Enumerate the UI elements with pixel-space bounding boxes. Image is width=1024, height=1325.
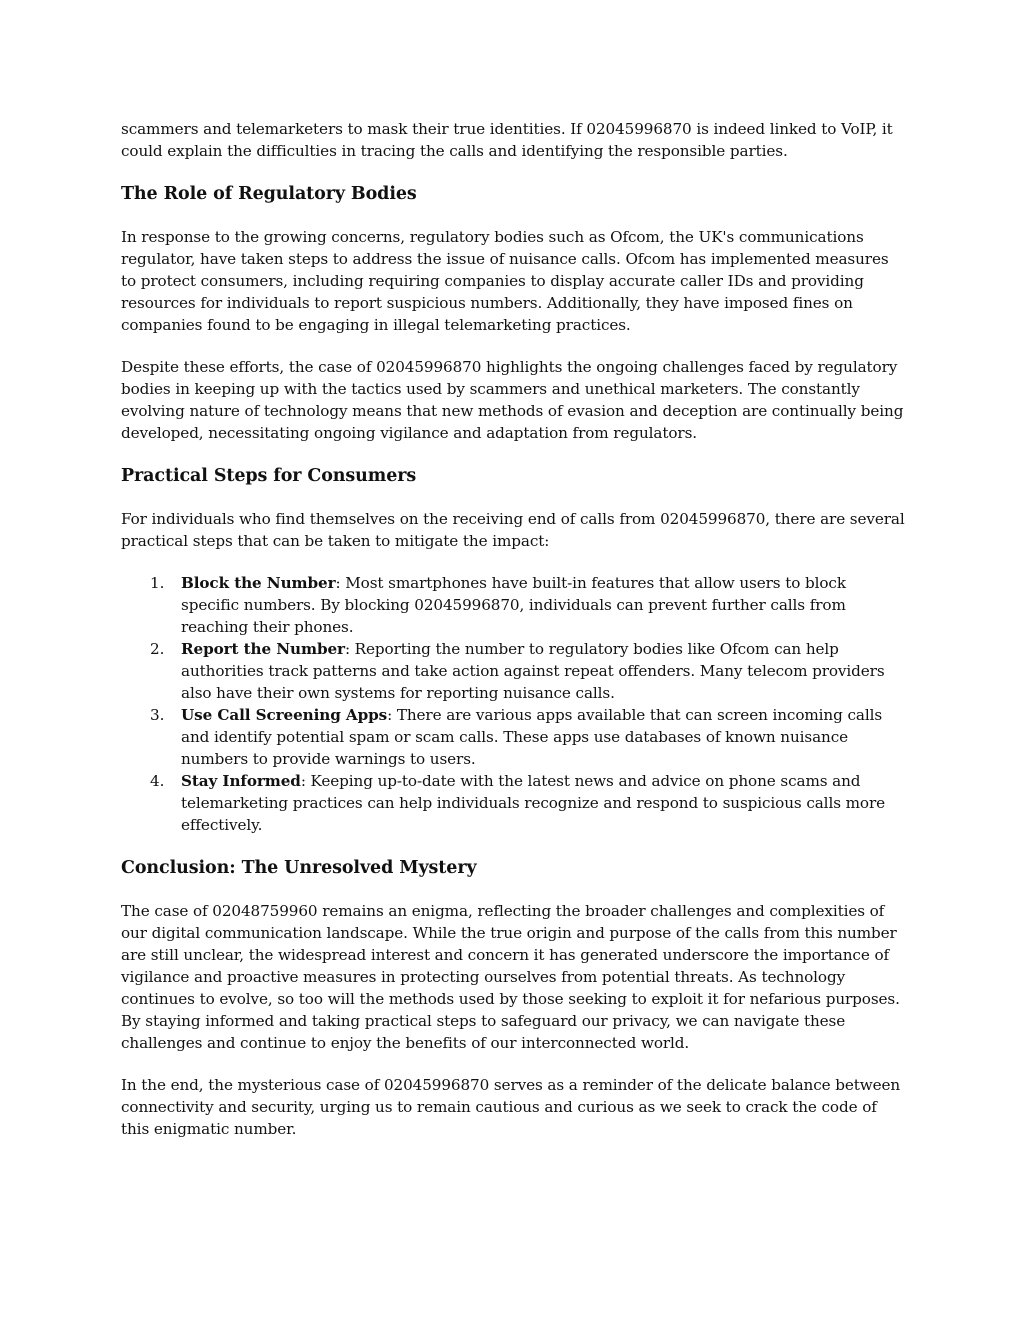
regulatory-paragraph-2: Despite these efforts, the case of 02045996870 highlights the ongoing challenges faced by regulatory bodies in keeping up with the tactics used by scammers and unethical marketers. The constantly evolving nature of technology means that new methods of evasion and deception are continually being developed, necessitating ongoing vigilance and adaptation from regulators. bbox=[121, 358, 904, 442]
list-item-text: : Keeping up-to-date with the latest news and advice on phone scams and telemarketing practices can help individuals recognize and respond to suspicious calls more effectively. bbox=[181, 772, 886, 834]
practical-heading: Practical Steps for Consumers bbox=[121, 466, 417, 486]
conclusion-paragraph-1: The case of 02048759960 remains an enigma, reflecting the broader challenges and complexities of our digital communication landscape. While the true origin and purpose of the calls from this number are still unclear, the widespread interest and concern it has generated underscore the importance of vigilance and proactive measures in protecting ourselves from potential threats. As technology continues to evolve, so too will the methods used by those seeking to exploit it for nefarious purposes. By staying informed and taking practical steps to safeguard our privacy, we can navigate these challenges and continue to enjoy the benefits of our interconnected world. bbox=[121, 902, 900, 1052]
document-page bbox=[121, 118, 905, 1140]
list-item-text: : Most smartphones have built-in features that allow users to block specific numbers. By blocking 02045996870, individuals can prevent further calls from reaching their phones. bbox=[181, 574, 846, 636]
intro-paragraph: scammers and telemarketers to mask their true identities. If 02045996870 is indeed linked to VoIP, it could explain the difficulties in tracing the calls and identifying the responsible parties. bbox=[121, 120, 893, 160]
list-item-text: : Reporting the number to regulatory bodies like Ofcom can help authorities track patterns and take action against repeat offenders. Many telecom providers also have their own systems for reporting nuisance calls. bbox=[181, 640, 885, 702]
list-item bbox=[121, 770, 905, 836]
regulatory-heading: The Role of Regulatory Bodies bbox=[121, 184, 417, 204]
practical-intro-paragraph: For individuals who find themselves on the receiving end of calls from 02045996870, there are several practical steps that can be taken to mitigate the impact: bbox=[121, 510, 905, 550]
conclusion-heading: Conclusion: The Unresolved Mystery bbox=[121, 858, 477, 878]
list-item-number: 2. bbox=[150, 640, 165, 658]
practical-steps-list bbox=[121, 572, 905, 836]
list-item bbox=[121, 572, 905, 638]
list-item bbox=[121, 638, 905, 704]
list-item-text: : There are various apps available that can screen incoming calls and identify potential spam or scam calls. These apps use databases of known nuisance numbers to provide warnings to users. bbox=[181, 706, 883, 768]
regulatory-paragraph-1: In response to the growing concerns, regulatory bodies such as Ofcom, the UK's communications regulator, have taken steps to address the issue of nuisance calls. Ofcom has implemented measures to protect consumers, including requiring companies to display accurate caller IDs and providing resources for individuals to report suspicious numbers. Additionally, they have imposed fines on companies found to be engaging in illegal telemarketing practices. bbox=[121, 228, 889, 334]
list-item-number: 3. bbox=[150, 706, 165, 724]
list-item-number: 4. bbox=[150, 772, 165, 790]
conclusion-paragraph-2: In the end, the mysterious case of 02045996870 serves as a reminder of the delicate balance between connectivity and security, urging us to remain cautious and curious as we seek to crack the code of this enigmatic number. bbox=[121, 1076, 901, 1138]
list-item-title: Use Call Screening Apps bbox=[181, 706, 388, 724]
list-item-title: Block the Number bbox=[181, 574, 336, 592]
list-item-title: Report the Number bbox=[181, 640, 345, 658]
list-item bbox=[121, 704, 905, 770]
list-item-title: Stay Informed bbox=[181, 772, 301, 790]
list-item-number: 1. bbox=[150, 574, 165, 592]
